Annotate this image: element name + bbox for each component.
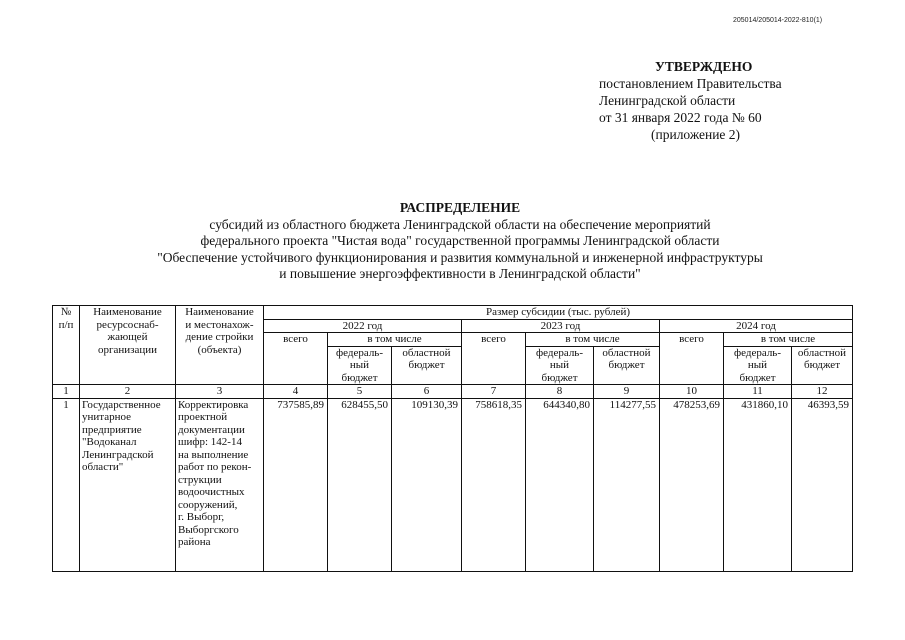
value-2022-total: 737585,89 — [264, 398, 328, 571]
value-2023-total: 758618,35 — [462, 398, 526, 571]
column-number: 10 — [660, 385, 724, 399]
header-regional: областной бюджет — [792, 346, 853, 385]
column-number: 8 — [526, 385, 594, 399]
header-including: в том числе — [328, 333, 462, 347]
header-year: 2022 год — [264, 319, 462, 333]
column-number: 6 — [392, 385, 462, 399]
column-number: 3 — [176, 385, 264, 399]
title-subtitle: субсидий из областного бюджета Ленинградской области на обеспечение мероприятий — [209, 216, 711, 232]
row-object: Корректировка проектной документации шифр: 142-14 на выполнение работ по рекон- струкции водоочистных сооружений, г. Выборг, Выборгского района — [176, 398, 264, 571]
header-organization: Наименование ресурсоснаб- жающей организации — [80, 306, 176, 385]
approval-appendix: (приложение 2) — [651, 127, 741, 142]
column-number: 9 — [594, 385, 660, 399]
header-including: в том числе — [724, 333, 853, 347]
value-2022-regional: 109130,39 — [392, 398, 462, 571]
title-subtitle: и повышение энергоэффективности в Ленинградской области" — [279, 266, 641, 281]
header-federal: федераль- ный бюджет — [328, 346, 392, 385]
value-2022-federal: 628455,50 — [328, 398, 392, 571]
header-year: 2024 год — [660, 319, 853, 333]
row-organization: Государственное унитарное предприятие "Водоканал Ленинградской области" — [80, 398, 176, 571]
title-subtitle: "Обеспечение устойчивого функционирования и развития коммунальной и инженерной инфраструктуры — [157, 249, 763, 265]
column-number: 11 — [724, 385, 792, 399]
header-federal: федераль- ный бюджет — [526, 346, 594, 385]
approval-heading: УТВЕРЖДЕНО — [655, 59, 753, 74]
approval-line: Ленинградской области — [599, 93, 736, 108]
row-number: 1 — [53, 398, 80, 571]
approval-line: от 31 января 2022 года № 60 — [599, 110, 762, 125]
title-subtitle: федерального проекта "Чистая вода" государственной программы Ленинградской области — [200, 233, 720, 248]
header-total: всего — [462, 333, 526, 385]
value-2024-federal: 431860,10 — [724, 398, 792, 571]
column-number: 4 — [264, 385, 328, 399]
value-2024-total: 478253,69 — [660, 398, 724, 571]
header-regional: областной бюджет — [392, 346, 462, 385]
header-subsidy-size: Размер субсидии (тыс. рублей) — [264, 306, 853, 320]
approval-block — [599, 58, 819, 143]
column-number: 2 — [80, 385, 176, 399]
header-year: 2023 год — [462, 319, 660, 333]
header-object: Наименование и местонахож- дение стройки (объекта) — [176, 306, 264, 385]
document-title — [60, 200, 860, 283]
table-row — [53, 398, 853, 571]
header-including: в том числе — [526, 333, 660, 347]
header-federal: федераль- ный бюджет — [724, 346, 792, 385]
document-id: 205014/205014-2022-810(1) — [733, 17, 823, 24]
subsidy-table — [52, 305, 853, 572]
value-2023-federal: 644340,80 — [526, 398, 594, 571]
column-number: 7 — [462, 385, 526, 399]
header-total: всего — [264, 333, 328, 385]
header-regional: областной бюджет — [594, 346, 660, 385]
column-number-row — [53, 385, 853, 399]
column-number: 5 — [328, 385, 392, 399]
value-2024-regional: 46393,59 — [792, 398, 853, 571]
value-2023-regional: 114277,55 — [594, 398, 660, 571]
column-number: 12 — [792, 385, 853, 399]
column-number: 1 — [53, 385, 80, 399]
approval-line: постановлением Правительства — [599, 76, 782, 91]
header-number: № п/п — [53, 306, 80, 385]
title-main: РАСПРЕДЕЛЕНИЕ — [399, 200, 521, 215]
header-total: всего — [660, 333, 724, 385]
